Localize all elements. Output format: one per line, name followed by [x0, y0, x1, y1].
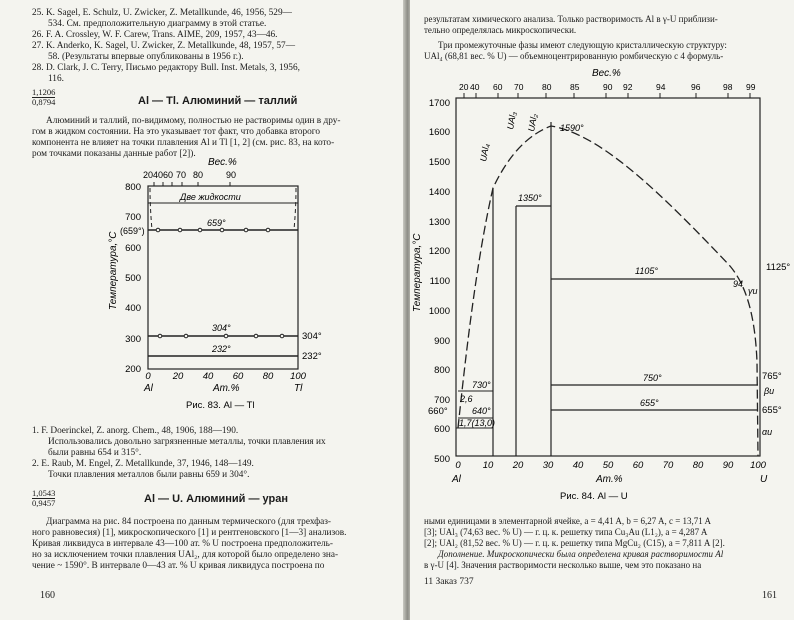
fig84-label-750: 750° [643, 373, 662, 383]
fig84-y-tick: 1700 [428, 98, 450, 109]
fig84-top-tick: 80 [542, 82, 552, 92]
ref-25-line1: 25. K. Sagel, E. Schulz, U. Zwicker, Z. Metallkunde, 46, 1956, 529— [32, 8, 292, 18]
fig83-top-tick-marks [154, 182, 230, 186]
figure-83-al-tl-diagram [0, 150, 405, 420]
fig83-label-304-right: 304° [302, 331, 322, 342]
ref-28-line1: 28. D. Clark, J. C. Terry, Письмо редактору Bull. Inst. Metals, 3, 1956, [32, 63, 300, 73]
fig83-top-tick: 70 [176, 170, 187, 180]
fig84-caption: Рис. 84. Al — U [560, 491, 628, 502]
ref-27-line2: 58. (Результаты впервые опубликованы в 1956 г.). [48, 52, 244, 62]
fig84-beta-u: βu [764, 386, 775, 396]
section-heading-al-u: Al — U. Алюминий — уран [144, 493, 288, 505]
right-bottom-line3: [2]; UAl₂ (81,52 вес. % U) — г. ц. к. решетку типа MgCu₂ (C15), a = 7,811 A [2]. [424, 538, 725, 548]
para2-line5: чение ~ 1590°. В интервале 0—43 ат. % U кривая ликвидуса построена по [32, 561, 325, 571]
fig84-y-tick: 1300 [428, 217, 450, 228]
right-bottom-line5: в γ-U [4]. Значения растворимости несколько выше, чем это показано на [424, 560, 702, 570]
fig83-y-tick: 300 [125, 334, 141, 345]
fig84-x-tick: 100 [750, 460, 766, 471]
fig84-x-tick: 80 [692, 460, 704, 471]
right-top-line2: тельно определялась микроскопически. [424, 25, 577, 35]
fig84-x-tick: 70 [662, 460, 674, 471]
fig84-top-axis-label: Вес.% [592, 68, 621, 79]
fraction-2-top: 1,0543 [32, 488, 56, 498]
right-bottom-line2: [3]; UAl₃ (74,63 вес. % U) — г. ц. к. решетку типа Cu₃Au (L1₂), a = 4,287 A [424, 527, 708, 537]
fig84-label-1105: 1105° [635, 266, 658, 276]
fig84-y-tick: 1500 [428, 157, 450, 168]
fig83-label-659: 659° [207, 218, 226, 228]
para1-line1: Алюминий и таллий, по-видимому, полностью не растворимы один в дру- [46, 116, 341, 126]
fig84-phase-ual3: UAl₃ [505, 110, 519, 131]
fig84-y-tick: 700 [434, 395, 450, 406]
fraction-1-bottom: 0,8794 [32, 97, 56, 107]
fig83-two-liquids-label: Две жидкости [180, 192, 241, 202]
fig84-gamma-u: γu [748, 286, 758, 296]
fig83-top-axis-label: Вес.% [208, 157, 237, 168]
fig84-y-tick: 900 [434, 336, 450, 347]
fig84-label-655-right: 655° [762, 405, 782, 416]
para1-line3: компонента не влияет на точки плавления Al и Tl [1, 2] (см. рис. 83, на кото- [32, 138, 335, 148]
fig83-x-tick: 20 [172, 371, 184, 382]
fig83-x-tick: 80 [262, 371, 274, 382]
para1-line2: гом в жидком состоянии. На это указывает тот факт, что добавка второго [32, 127, 320, 137]
fig84-label-655: 655° [640, 398, 659, 408]
fig84-label-94: 94 [733, 279, 744, 289]
para1-line4: ром точками показаны данные работ [2]). [32, 149, 196, 159]
fig84-top-ticks [459, 82, 756, 92]
fig84-top-tick: 98 [723, 82, 733, 92]
fig83-top-tick: 20 [143, 170, 154, 180]
right-bottom-line1: ными единицами в элементарной ячейке, a = 4,41 A, b = 6,27 A, c = 13,71 A [424, 516, 712, 526]
fig84-y-axis-label: Температура,°С [412, 233, 423, 312]
fig84-x-tick: 30 [542, 460, 554, 471]
fig84-y-tick: 600 [434, 424, 450, 435]
fig84-top-tick: 94 [656, 82, 666, 92]
fig84-top-tick: 92 [623, 82, 633, 92]
footer-signature: 11 Заказ 737 [424, 577, 474, 587]
fig84-top-tick: 40 [470, 82, 480, 92]
para2-line2: ного равновесия) [1], микроскопического [1] и рентгеновского [1—3] анализов. [32, 528, 347, 538]
fig83-left-mark: (659°) [120, 226, 145, 236]
fig83-label-232: 232° [212, 344, 231, 354]
para2-line4: но за исключением точки плавления UAl₂, для которой было определено зна- [32, 550, 339, 560]
fig84-label-765: 765° [762, 371, 782, 382]
fig83-y-tick: 600 [125, 243, 141, 254]
fig83-top-tick: 90 [226, 170, 237, 180]
refs2-line1: 1. F. Doerinckel, Z. anorg. Chem., 48, 1906, 188—190. [32, 426, 239, 436]
fig84-x-tick: 0 [455, 460, 461, 471]
fig84-x-tick: 20 [512, 460, 524, 471]
refs2-line2: Использовались довольно загрязненные металлы, точки плавления их [48, 437, 326, 447]
fig84-label-1125: 1125° [766, 262, 791, 273]
fig84-y-tick: 1100 [429, 276, 450, 287]
fig83-label-304: 304° [212, 323, 231, 333]
fig83-y-tick: 800 [125, 182, 141, 193]
fig84-top-tick-marks [464, 93, 750, 98]
fraction-2-bottom: 0,9457 [32, 498, 56, 508]
fig83-top-tick: 80 [193, 170, 204, 180]
fig83-frame [148, 186, 298, 369]
fig83-caption: Рис. 83. Al — Tl [186, 400, 255, 411]
fig84-top-tick: 20 [459, 82, 469, 92]
fig84-label-2-6: 2,6 [460, 394, 473, 404]
fig84-y-tick: 1200 [428, 246, 450, 257]
ref-25-line2: 534. См. предположительную диаграмму в этой статье. [48, 19, 267, 29]
fig84-x-tick: 50 [602, 460, 614, 471]
fig84-label-730: 730° [472, 380, 491, 390]
fig83-x-right-element: Tl [294, 383, 303, 394]
fig84-x-left-element: Al [452, 474, 461, 485]
fig83-y-tick: 400 [125, 303, 141, 314]
refs2-line3: были равны 654 и 315°. [48, 448, 142, 458]
fig83-y-axis-label: Температура,°С [108, 231, 119, 310]
fig84-phase-ual4: UAl₄ [478, 142, 492, 163]
fig84-x-right-element: U [760, 474, 768, 485]
section-heading-al-tl: Al — Tl. Алюминий — таллий [138, 95, 298, 107]
figure-84-al-u-diagram [410, 62, 794, 512]
fig83-top-tick: 40 [153, 170, 164, 180]
refs2-line5: Точки плавления металлов были равны 659 и 304°. [48, 470, 250, 480]
fig84-y-tick: 1600 [428, 127, 450, 138]
fig84-top-tick: 99 [746, 82, 756, 92]
fig83-x-tick: 0 [145, 371, 151, 382]
right-page [410, 0, 794, 620]
fig83-y-tick: 500 [125, 273, 141, 284]
para2-line1: Диаграмма на рис. 84 построена по данным термического (для трехфаз- [46, 517, 332, 527]
fig84-label-1-7: 1,7(13,0) [459, 418, 496, 428]
fig83-x-tick: 100 [290, 371, 306, 382]
fig84-x-tick: 40 [572, 460, 584, 471]
fig84-top-tick: 70 [514, 82, 524, 92]
para2-line3: Кривая ликвидуса в интервале 43—100 ат. % U построена предположитель- [32, 539, 333, 549]
fig83-x-tick: 60 [232, 371, 244, 382]
fig84-y-tick: 800 [434, 365, 450, 376]
fig83-x-tick: 40 [202, 371, 214, 382]
fig84-phase-ual2: UAl₂ [526, 112, 540, 133]
fig83-x-left-element: Al [144, 383, 153, 394]
fig83-y-tick: 700 [125, 212, 141, 223]
fig84-y-tick: 1400 [428, 187, 450, 198]
right-top-line4: UAl₄ (68,81 вес. % U) — объемноцентрированную ромбическую с 4 формуль- [424, 51, 724, 61]
fig84-top-tick: 96 [691, 82, 701, 92]
fig84-top-tick: 85 [570, 82, 580, 92]
refs2-line4: 2. E. Raub, M. Engel, Z. Metallkunde, 37, 1946, 148—149. [32, 459, 254, 469]
fig83-top-tick: 60 [163, 170, 174, 180]
fig83-x-axis-label: Ат.% [213, 383, 240, 394]
fig84-x-tick: 60 [632, 460, 644, 471]
ref-27-line1: 27. K. Anderko, K. Sagel, U. Zwicker, Z. Metallkunde, 48, 1957, 57— [32, 41, 295, 51]
fig83-top-ticks [143, 170, 236, 180]
fig83-y-ticks [125, 182, 141, 375]
right-bottom-line4: Дополнение. Микроскопически была определена кривая растворимости Al [438, 549, 724, 559]
fig83-y-tick: 200 [125, 364, 141, 375]
right-top-line3: Три промежуточные фазы имеют следующую кристаллическую структуру: [438, 40, 727, 50]
fig84-x-axis-label: Ат.% [596, 474, 623, 485]
fig83-label-232-right: 232° [302, 351, 322, 362]
fig84-label-1590: 1590° [560, 123, 584, 133]
fig84-top-tick: 60 [493, 82, 503, 92]
fig84-top-tick: 90 [603, 82, 613, 92]
fig84-x-tick: 10 [482, 460, 494, 471]
ref-28-line2: 116. [48, 74, 64, 84]
fig83-x-ticks [145, 371, 306, 382]
fig84-alpha-u: αu [762, 427, 773, 437]
fig84-label-1350: 1350° [518, 193, 542, 203]
fig84-x-ticks [455, 460, 766, 471]
ref-26: 26. F. A. Crossley, W. F. Carew, Trans. AIME, 209, 1957, 43—46. [32, 30, 278, 40]
fig84-label-660: 660° [428, 406, 448, 417]
fraction-1-top: 1,1206 [32, 87, 56, 97]
fig84-liquidus-curve [458, 126, 758, 456]
left-page-number: 160 [40, 590, 55, 601]
right-top-line1: результатам химического анализа. Только растворимость Al в γ-U приблизи- [424, 14, 718, 24]
fig84-x-tick: 90 [722, 460, 734, 471]
fig84-label-640: 640° [472, 406, 491, 416]
fig84-y-tick: 500 [434, 454, 450, 465]
right-page-number: 161 [762, 590, 777, 601]
fig84-y-tick: 1000 [428, 306, 450, 317]
